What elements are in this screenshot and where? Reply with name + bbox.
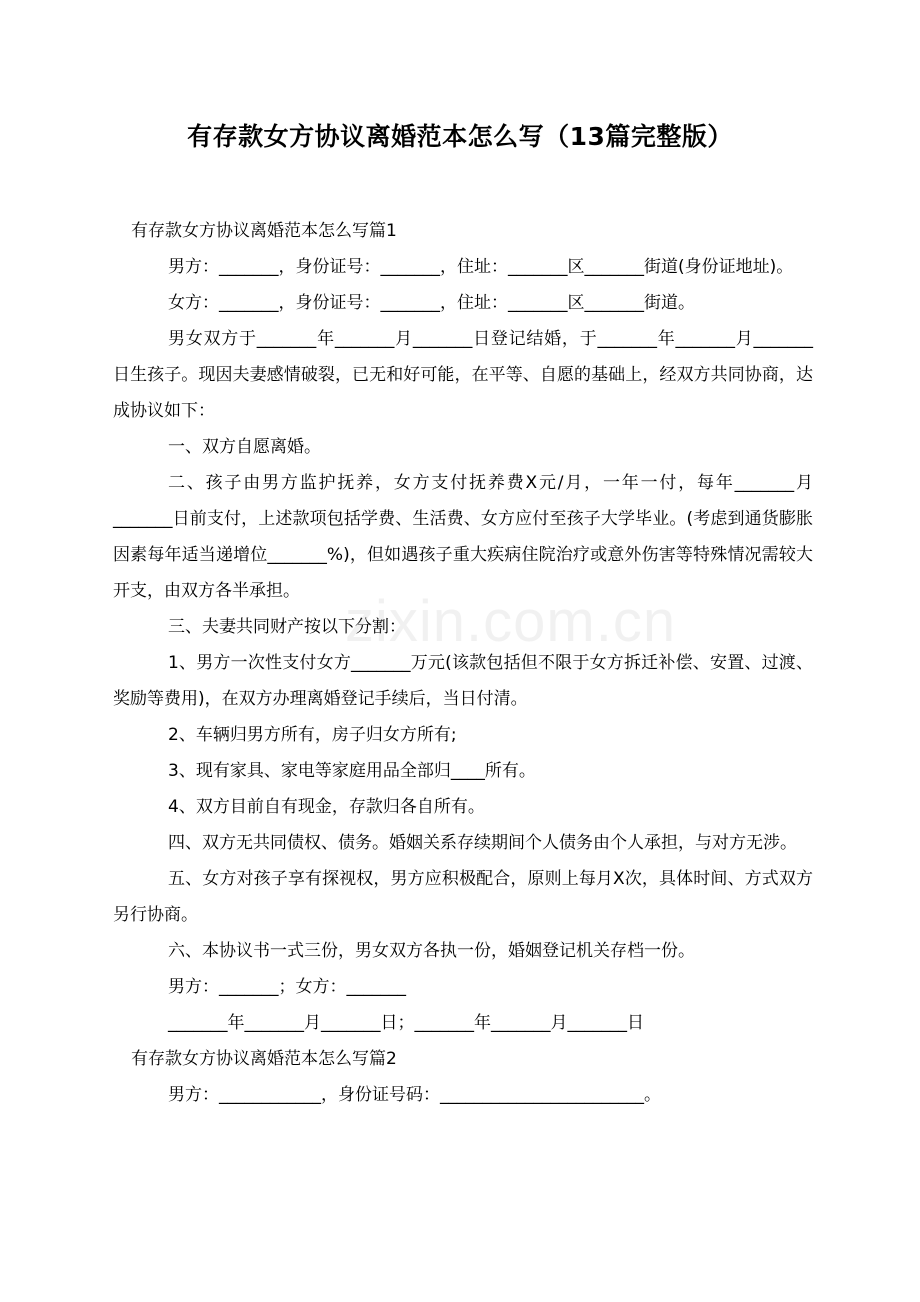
paragraph-male-party-info: 男方：_______，身份证号：_______，住址：_______区_______街道(身份证地址)。 (168, 257, 794, 277)
property-item-1-payment: 1、男方一次性支付女方_______万元(该款包括但不限于女方拆迁补偿、安置、过渡、奖励等费用)，在双方办理离婚登记手续后，当日付清。 (113, 653, 813, 709)
paragraph-female-party-info: 女方：_______，身份证号：_______，住址：_______区_______街道。 (168, 293, 695, 313)
watermark: zixin.com.cn (345, 589, 677, 654)
property-item-3-furniture: 3、现有家具、家电等家庭用品全部归____所有。 (168, 761, 536, 781)
date-line: _______年_______月_______日；_______年_______月_______日 (168, 1013, 644, 1033)
property-item-4-cash: 4、双方目前自有现金，存款归各自所有。 (168, 797, 485, 817)
clause-5-visitation: 五、女方对孩子享有探视权，男方应积极配合，原则上每月X次，具体时间、方式双方另行协商。 (113, 869, 813, 925)
section-heading-2: 有存款女方协议离婚范本怎么写篇2 (131, 1049, 397, 1069)
clause-2-child-custody: 二、孩子由男方监护抚养，女方支付抚养费X元/月，一年一付，每年_______月_______日前支付，上述款项包括学费、生活费、女方应付至孩子大学毕业。(考虑到通货膨胀因素每年适当递增位_______%)，但如遇孩子重大疾病住院治疗或意外伤害等特殊情况需较大开支，由双方各半承担。 (113, 473, 813, 601)
paragraph-male-party-info-2: 男方：____________，身份证号码：________________________。 (168, 1085, 661, 1105)
paragraph-marriage-dates: 男女双方于_______年_______月_______日登记结婚，于_______年_______月_______日生孩子。现因夫妻感情破裂，已无和好可能，在平等、自愿的基础上，经双方共同协商，达成协议如下： (113, 329, 813, 421)
document-body (113, 213, 813, 1113)
property-item-2-vehicle-house: 2、车辆归男方所有，房子归女方所有; (168, 725, 457, 745)
clause-4-debts: 四、双方无共同债权、债务。婚姻关系存续期间个人债务由个人承担，与对方无涉。 (168, 833, 797, 853)
clause-3-property-division: 三、夫妻共同财产按以下分割： (168, 617, 406, 637)
clause-1-divorce: 一、双方自愿离婚。 (168, 437, 321, 457)
signature-line: 男方：_______；女方：_______ (168, 977, 406, 997)
document-title: 有存款女方协议离婚范本怎么写（13篇完整版） (187, 122, 733, 151)
clause-6-copies: 六、本协议书一式三份，男女双方各执一份，婚姻登记机关存档一份。 (168, 941, 695, 961)
section-heading-1: 有存款女方协议离婚范本怎么写篇1 (131, 221, 397, 241)
